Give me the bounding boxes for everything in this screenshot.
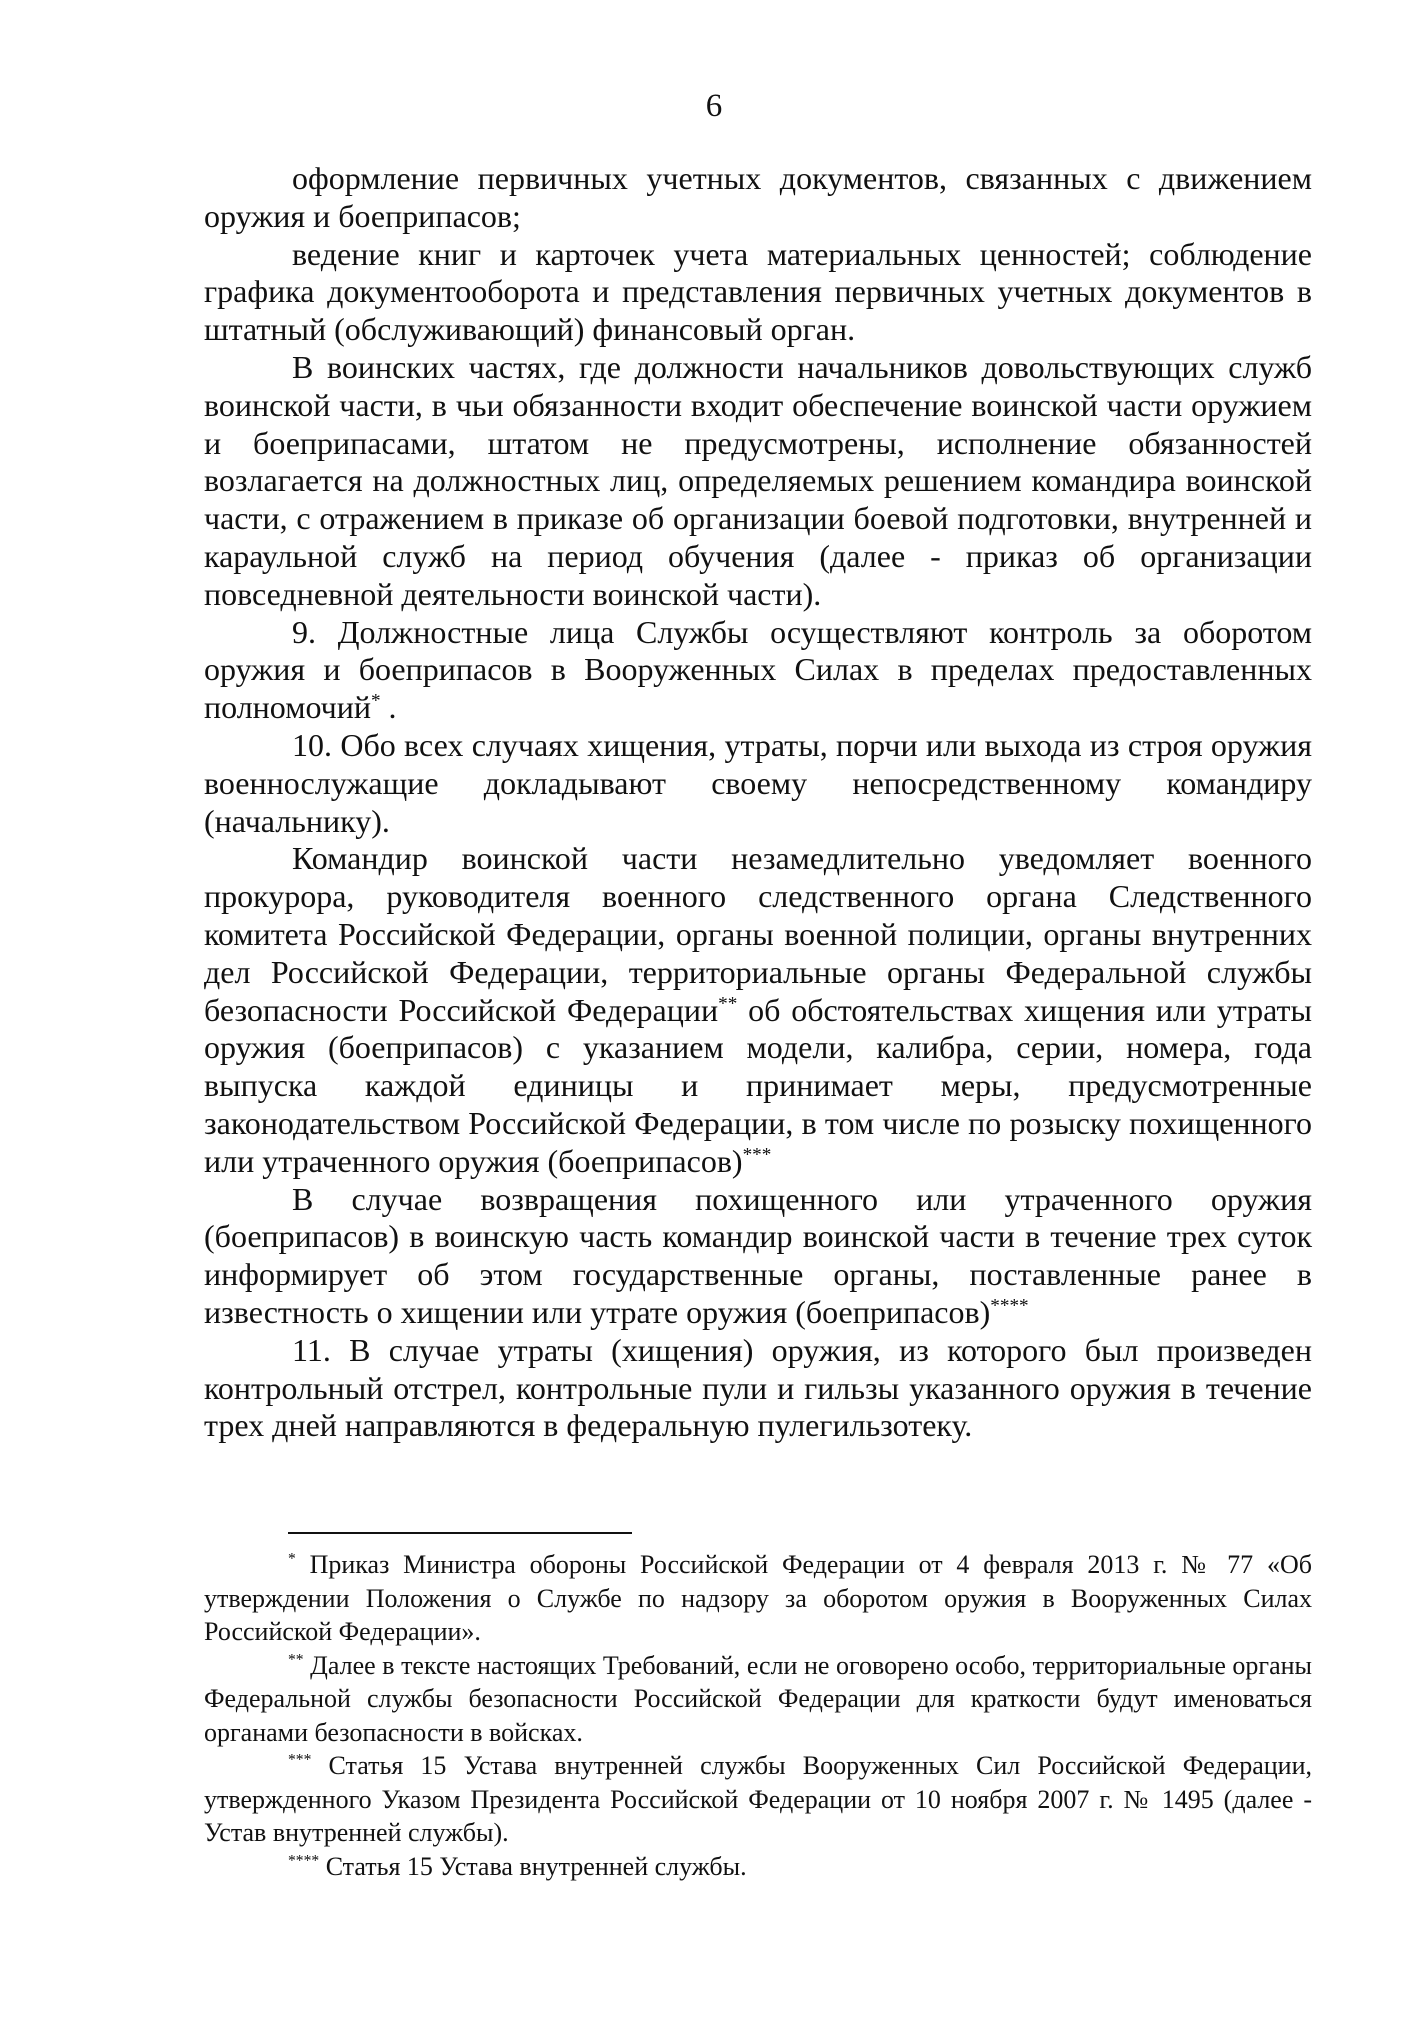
footnote-reference: *** — [742, 1144, 772, 1166]
paragraph-text: Командир воинской части незамедлительно уведомляет военного прокурора, руководителя военного следственного органа Следственного комитета Российской Федерации, органы военной полиции, органы внутренних дел Российской Федерации, территориальные органы Федеральной службы безопасности Российской Федерации — [204, 840, 1312, 1028]
paragraph-text: 11. В случае утраты (хищения) оружия, из которого был произведен контрольный отстрел, контрольные пули и гильзы указанного оружия в течение трех дней направляются в федеральную пулегильзотеку. — [204, 1331, 1312, 1444]
footnote-mark: *** — [288, 1751, 312, 1769]
paragraph-item-9 — [204, 614, 1312, 727]
footnote-2 — [204, 1649, 1312, 1750]
paragraph-return-of-weapons — [204, 1181, 1312, 1332]
footnote-reference: **** — [990, 1295, 1029, 1317]
paragraph-text: 9. Должностные лица Службы осуществляют контроль за оборотом оружия и боеприпасов в Вооруженных Силах в пределах предоставленных полномочий — [204, 613, 1312, 726]
paragraph-text: В воинских частях, где должности начальников довольствующих служб воинской части, в чьи обязанности входит обеспечение воинской части оружием и боеприпасами, штатом не предусмотрены, исполнение обязанностей возлагается на должностных лиц, определяемых решением командира воинской части, с отражением в приказе об организации боевой подготовки, внутренней и караульной служб на период обучения (далее - приказ об организации повседневной деятельности воинской части). — [204, 348, 1312, 612]
footnote-text: Далее в тексте настоящих Требований, если не оговорено особо, территориальные органы Федеральной службы безопасности Российской Федерации для краткости будут именоваться органами безопасности в войсках. — [204, 1650, 1312, 1747]
paragraph-text: В случае возвращения похищенного или утраченного оружия (боеприпасов) в воинскую часть командир воинской части в течение трех суток информирует об этом государственные органы, поставленные ранее в известность о хищении или утрате оружия (боеприпасов) — [204, 1180, 1312, 1330]
footnote-text: Статья 15 Устава внутренней службы Вооруженных Сил Российской Федерации, утвержденного Указом Президента Российской Федерации от 10 ноября 2007 г. № 1495 (далее - Устав внутренней службы). — [204, 1751, 1312, 1847]
footnote-mark: ** — [288, 1650, 304, 1668]
footnote-3 — [204, 1749, 1312, 1850]
paragraph-tail: . — [380, 689, 397, 726]
paragraph-item-10 — [204, 727, 1312, 840]
paragraph-ledgers — [204, 236, 1312, 349]
footnote-4 — [204, 1850, 1312, 1884]
paragraph-primary-docs — [204, 160, 1312, 236]
footnote-mark: * — [288, 1550, 296, 1568]
footnote-separator — [288, 1532, 632, 1534]
footnote-mark: **** — [288, 1851, 320, 1869]
footnote-text: Статья 15 Устава внутренней службы. — [319, 1851, 747, 1881]
paragraph-text: 10. Обо всех случаях хищения, утраты, порчи или выхода из строя оружия военнослужащие докладывают своему непосредственному командиру (начальнику). — [204, 726, 1312, 839]
paragraph-text: оформление первичных учетных документов, связанных с движением оружия и боеприпасов; — [204, 160, 1312, 234]
footnote-reference: ** — [718, 992, 738, 1014]
footnote-reference: * — [370, 690, 381, 712]
paragraph-item-11 — [204, 1332, 1312, 1445]
paragraph-military-units — [204, 349, 1312, 614]
footnote-text: Приказ Министра обороны Российской Федерации от 4 февраля 2013 г. № 77 «Об утверждении Положения о Службе по надзору за оборотом оружия в Вооруженных Силах Российской Федерации». — [204, 1550, 1312, 1646]
paragraph-commander-notifies — [204, 840, 1312, 1180]
paragraph-text: ведение книг и карточек учета материальных ценностей; соблюдение графика документооборота и представления первичных учетных документов в штатный (обслуживающий) финансовый орган. — [204, 235, 1312, 348]
paragraph-text: об обстоятельствах хищения или утраты оружия (боеприпасов) с указанием модели, калибра, серии, номера, года выпуска каждой единицы и принимает меры, предусмотренные законодательством Российской Федерации, в том числе по розыску похищенного или утраченного оружия (боеприпасов) — [204, 991, 1313, 1179]
footnotes — [204, 1548, 1312, 1883]
main-text — [204, 160, 1312, 1445]
page-number: 6 — [705, 88, 723, 124]
footnote-1 — [204, 1548, 1312, 1649]
